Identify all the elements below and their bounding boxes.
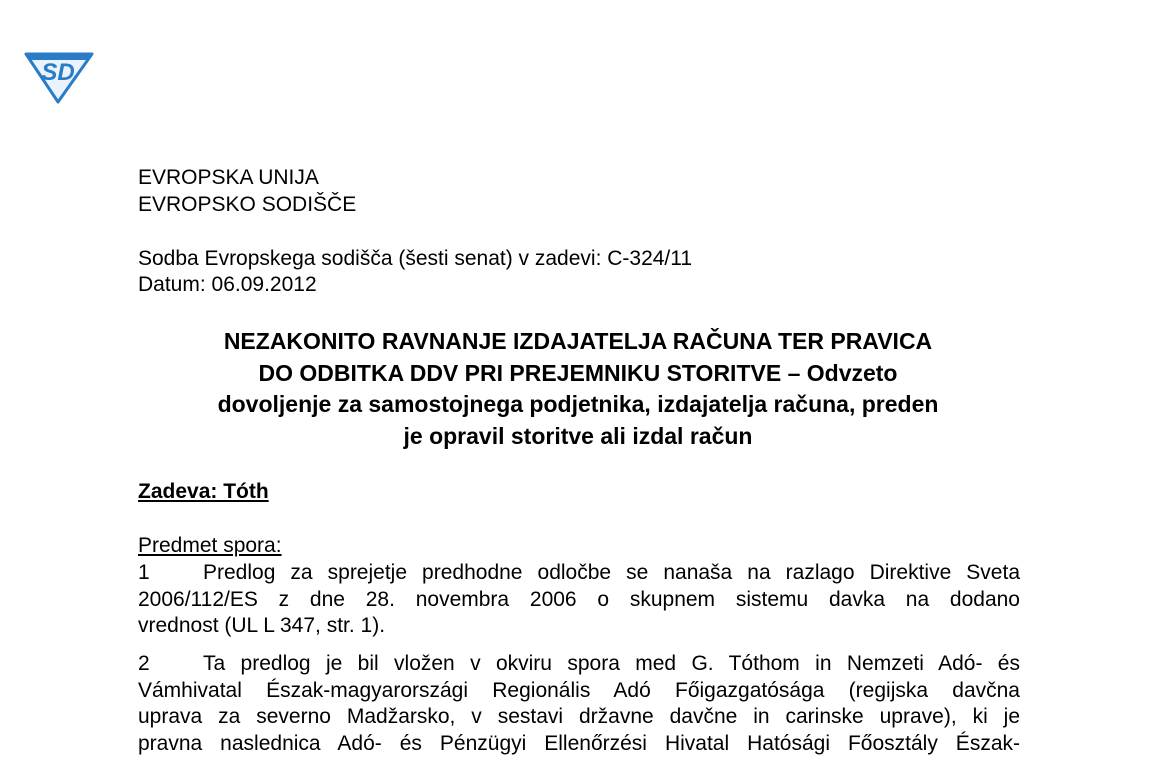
title-line: dovoljenje za samostojnega podjetnika, izdajatelja računa, preden [138,389,1018,421]
paragraph-line: Vámhivatal Észak-magyarországi Regionális Adó Főigazgatósága (regijska davčna [138,678,1020,705]
paragraph-2 [138,651,1020,757]
paragraph-line: Ta predlog je bil vložen v okviru spora med G. Tóthom in Nemzeti Adó- és [203,652,1020,675]
paragraph-number: 2 [138,651,203,678]
paragraph-line: pravna naslednica Adó- és Pénzügyi Ellenőrzési Hivatal Hatósági Főosztály Észak- [138,731,1020,757]
paragraph-1 [138,560,1020,640]
case-date: Datum: 06.09.2012 [138,273,317,297]
paragraph-number: 1 [138,560,203,587]
title-line: DO ODBITKA DDV PRI PREJEMNIKU STORITVE – Odvzeto [138,358,1018,390]
paragraph-line: vrednost (UL L 347, str. 1). [138,613,1020,640]
sd-shield-logo [22,48,96,104]
case-judgment: Sodba Evropskega sodišča (šesti senat) v zadevi: C-324/11 [138,247,692,271]
paragraph-line: uprava za severno Madžarsko, v sestavi državne davčne in carinske uprave), ki je [138,704,1020,731]
document-title [138,326,1018,452]
matter-heading: Zadeva: Tóth [138,480,269,504]
subject-heading: Predmet spora: [138,534,282,558]
header-eu: EVROPSKA UNIJA [138,166,319,190]
header-court: EVROPSKO SODIŠČE [138,193,356,217]
paragraph-line: 2006/112/ES z dne 28. novembra 2006 o skupnem sistemu davka na dodano [138,587,1020,614]
title-line: NEZAKONITO RAVNANJE IZDAJATELJA RAČUNA TER PRAVICA [138,326,1018,358]
title-line: je opravil storitve ali izdal račun [138,421,1018,453]
paragraph-line: Predlog za sprejetje predhodne odločbe se nanaša na razlago Direktive Sveta [203,561,1020,584]
svg-text:SD: SD [41,59,74,86]
